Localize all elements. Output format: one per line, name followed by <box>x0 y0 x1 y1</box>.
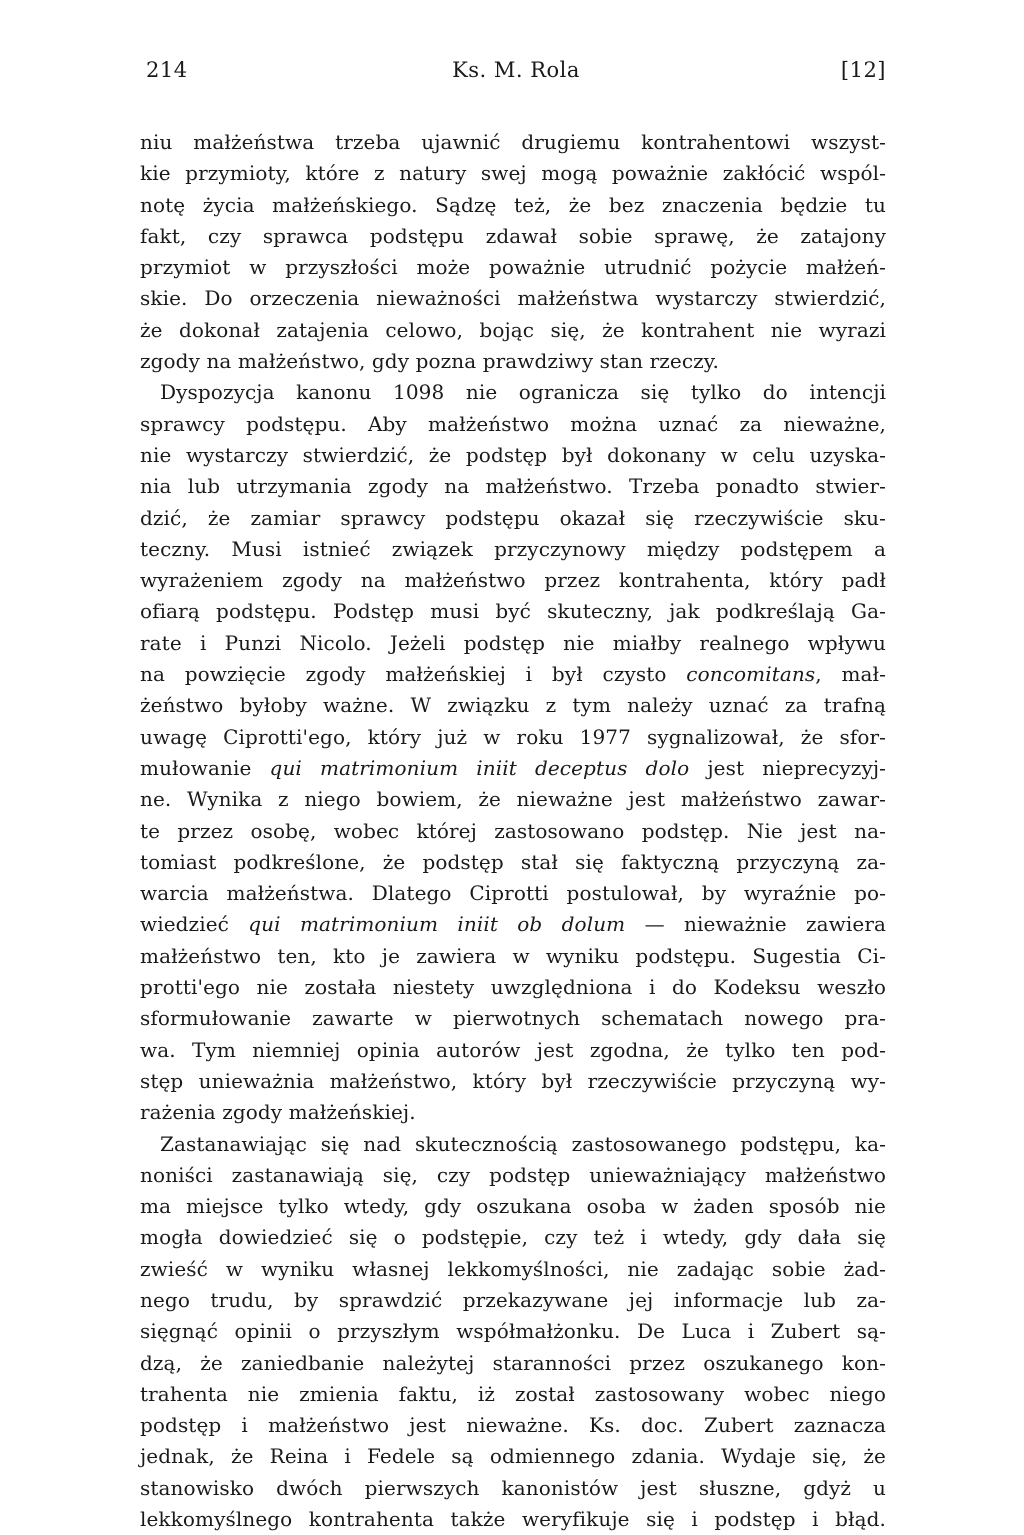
paragraph-2 <box>140 377 886 1128</box>
text-line: nego trudu, by sprawdzić przekazywane jej informacje lub za- <box>140 1285 886 1316</box>
text-line: dzą, że zaniedbanie należytej staranności przez oszukanego kon- <box>140 1348 886 1379</box>
text-line: niu małżeństwa trzeba ujawnić drugiemu kontrahentowi wszyst- <box>140 127 886 158</box>
text-line: żeństwo byłoby ważne. W związku z tym należy uznać za trafną <box>140 690 886 721</box>
text-line: dzić, że zamiar sprawcy podstępu okazał się rzeczywiście sku- <box>140 503 886 534</box>
paragraph-3 <box>140 1129 886 1535</box>
text-line: sformułowanie zawarte w pierwotnych schematach nowego pra- <box>140 1003 886 1034</box>
text-line: podstęp i małżeństwo jest nieważne. Ks. doc. Zubert zaznacza <box>140 1410 886 1441</box>
text-line: rażenia zgody małżeńskiej. <box>140 1097 886 1128</box>
text-line: mogła dowiedzieć się o podstępie, czy też i wtedy, gdy dała się <box>140 1222 886 1253</box>
text-line: protti'ego nie została niestety uwzględniona i do Kodeksu weszło <box>140 972 886 1003</box>
text-line: sięgnąć opinii o przyszłym współmałżonku. De Luca i Zubert są- <box>140 1316 886 1347</box>
text-line: nia lub utrzymania zgody na małżeństwo. Trzeba ponadto stwier- <box>140 471 886 502</box>
text-line: tomiast podkreślone, że podstęp stał się faktyczną przyczyną za- <box>140 847 886 878</box>
text-line: te przez osobę, wobec której zastosowano podstęp. Nie jest na- <box>140 816 886 847</box>
text-line: stęp unieważnia małżeństwo, który był rzeczywiście przyczyną wy- <box>140 1066 886 1097</box>
latin-phrase: qui matrimonium iniit ob dolum <box>248 912 625 936</box>
text-line: wa. Tym niemniej opinia autorów jest zgodna, że tylko ten pod- <box>140 1035 886 1066</box>
text-line: lekkomyślnego kontrahenta także weryfikuje się i podstęp i błąd. <box>140 1504 886 1535</box>
text-line: uwagę Ciprotti'ego, który już w roku 1977 sygnalizował, że sfor- <box>140 722 886 753</box>
text-line: ne. Wynika z niego bowiem, że nieważne jest małżeństwo zawar- <box>140 784 886 815</box>
text-line: jednak, że Reina i Fedele są odmiennego zdania. Wydaje się, że <box>140 1441 886 1472</box>
page-number: 214 <box>146 58 188 82</box>
paragraph-1 <box>140 127 886 377</box>
body-text <box>140 127 886 1535</box>
text-line: przymiot w przyszłości może poważnie utrudnić pożycie małżeń- <box>140 252 886 283</box>
text-line: wiedzieć qui matrimonium iniit ob dolum — nieważnie zawiera <box>140 909 886 940</box>
text-line: trahenta nie zmienia faktu, iż został zastosowany wobec niego <box>140 1379 886 1410</box>
text-line: małżeństwo ten, kto je zawiera w wyniku podstępu. Sugestia Ci- <box>140 941 886 972</box>
text-line: skie. Do orzeczenia nieważności małżeństwa wystarczy stwierdzić, <box>140 283 886 314</box>
text-line: fakt, czy sprawca podstępu zdawał sobie sprawę, że zatajony <box>140 221 886 252</box>
text-line: noniści zastanawiają się, czy podstęp unieważniający małżeństwo <box>140 1160 886 1191</box>
text-line: stanowisko dwóch pierwszych kanonistów jest słuszne, gdyż u <box>140 1473 886 1504</box>
text-line: notę życia małżeńskiego. Sądzę też, że bez znaczenia będzie tu <box>140 190 886 221</box>
header-title: Ks. M. Rola <box>452 58 580 82</box>
text-line: na powzięcie zgody małżeńskiej i był czysto concomitans, mał- <box>140 659 886 690</box>
text-line: sprawcy podstępu. Aby małżeństwo można uznać za nieważne, <box>140 409 886 440</box>
text-line: Dyspozycja kanonu 1098 nie ogranicza się tylko do intencji <box>140 377 886 408</box>
text-line: rate i Punzi Nicolo. Jeżeli podstęp nie miałby realnego wpływu <box>140 628 886 659</box>
text-line: kie przymioty, które z natury swej mogą poważnie zakłócić wspól- <box>140 158 886 189</box>
text-line: zgody na małżeństwo, gdy pozna prawdziwy stan rzeczy. <box>140 346 886 377</box>
latin-phrase: qui matrimonium iniit deceptus dolo <box>270 756 690 780</box>
text-line: Zastanawiając się nad skutecznością zastosowanego podstępu, ka- <box>140 1129 886 1160</box>
text-line: że dokonał zatajenia celowo, bojąc się, że kontrahent nie wyrazi <box>140 315 886 346</box>
text-line: ma miejsce tylko wtedy, gdy oszukana osoba w żaden sposób nie <box>140 1191 886 1222</box>
text-line: zwieść w wyniku własnej lekkomyślności, nie zadając sobie żad- <box>140 1254 886 1285</box>
latin-phrase: concomitans <box>686 662 815 686</box>
text-line: wyrażeniem zgody na małżeństwo przez kontrahenta, który padł <box>140 565 886 596</box>
text-line: nie wystarczy stwierdzić, że podstęp był dokonany w celu uzyska- <box>140 440 886 471</box>
text-line: warcia małżeństwa. Dlatego Ciprotti postulował, by wyraźnie po- <box>140 878 886 909</box>
running-head <box>146 58 886 88</box>
text-line: mułowanie qui matrimonium iniit deceptus dolo jest nieprecyzyj- <box>140 753 886 784</box>
section-number: [12] <box>841 58 886 82</box>
text-line: ofiarą podstępu. Podstęp musi być skuteczny, jak podkreślają Ga- <box>140 596 886 627</box>
text-line: teczny. Musi istnieć związek przyczynowy między podstępem a <box>140 534 886 565</box>
